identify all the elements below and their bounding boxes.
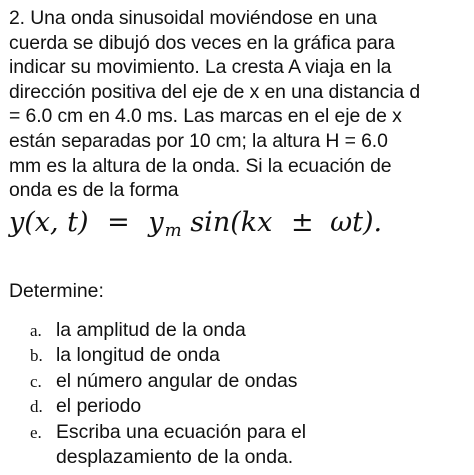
- problem-line: 2. Una onda sinusoidal moviéndose en una: [9, 7, 377, 29]
- problem-line: onda es de la forma: [9, 179, 179, 202]
- equation-lhs: y(x, t): [9, 207, 89, 238]
- list-item-text: la longitud de onda: [56, 344, 220, 367]
- list-marker: c.: [30, 371, 42, 391]
- list-item: [30, 420, 306, 445]
- plus-minus-sign: ±: [290, 207, 314, 238]
- question-list: [30, 318, 306, 470]
- problem-line: dirección positiva del eje de x en una distancia d: [9, 80, 421, 103]
- problem-line: indicar su movimiento. La cresta A viaja en la: [9, 56, 392, 79]
- wave-equation: [9, 206, 382, 248]
- equation-sine-open: sin(kx: [190, 207, 273, 238]
- amplitude-symbol-subscript: m: [164, 220, 182, 241]
- problem-statement: [9, 6, 471, 203]
- list-marker: e.: [30, 422, 42, 442]
- determine-heading: Determine:: [9, 280, 104, 302]
- equation-equals: =: [107, 207, 130, 238]
- list-item-text: la amplitud de la onda: [56, 319, 246, 341]
- list-item: [30, 318, 306, 343]
- list-item-text: desplazamiento de la onda.: [56, 446, 294, 469]
- list-marker: a.: [30, 321, 42, 340]
- problem-line: cuerda se dibujó dos veces en la gráfica para: [9, 31, 395, 54]
- list-marker: d.: [30, 397, 43, 417]
- list-item-text: el periodo: [56, 395, 142, 418]
- problem-line: = 6.0 cm en 4.0 ms. Las marcas en el eje de x: [9, 105, 402, 128]
- list-item-continuation: [30, 445, 306, 470]
- list-marker: b.: [30, 346, 43, 366]
- problem-line: mm es la altura de la onda. Si la ecuación de: [9, 154, 392, 177]
- list-item-text: Escriba una ecuación para el: [56, 420, 307, 443]
- amplitude-symbol-base: y: [148, 207, 164, 238]
- equation-sine-close: ωt).: [330, 207, 383, 238]
- list-item: [30, 394, 306, 419]
- list-item: [30, 343, 306, 368]
- amplitude-symbol: [148, 207, 182, 241]
- list-item-text: el número angular de ondas: [56, 369, 298, 392]
- list-item: [30, 369, 306, 394]
- problem-line: están separadas por 10 cm; la altura H = 6.0: [9, 129, 388, 152]
